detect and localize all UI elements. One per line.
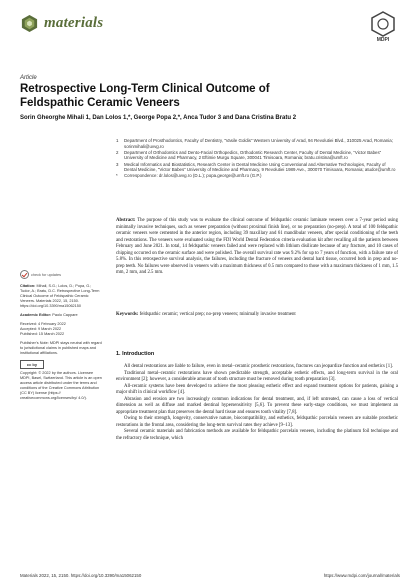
section-heading-introduction: 1. Introduction — [116, 351, 155, 357]
affiliation-mark: 3 — [116, 161, 119, 167]
affiliation-text: Department of Prosthodontics, Faculty of Dentistry, “Vasile Goldis” Western University of Arad, 94 Revolutiei Blvd., 310025 Arad, Romania; sorinmihali@uvvg.ro — [124, 138, 393, 149]
affiliation-item — [116, 162, 398, 173]
correspondence-text: Correspondence: dr.lolos@uvvg.ro (D.L.); popa.george@umft.ro (G.P.) — [124, 173, 262, 179]
affiliation-mark: 1 — [116, 138, 119, 143]
academic-editor-name: Paolo Cappare — [52, 313, 78, 317]
check-for-updates-badge[interactable] — [20, 270, 102, 279]
intro-paragraph: Several ceramic materials and fabrication methods are available for feldspathic porcelain veneers, including the platinum foil technique and the refractory die technique, which — [116, 429, 398, 442]
affiliation-text: Medical Informatics and Biostatistics, Research Center in Dental Medicine Using Conventional and Alternative Technologies, Faculty of Dental Medicine, “Victor Babes” University of Medicine and Pharmacy, 9 Revolutiei 1989 Ave., 300070 Timisoara, Romania; atudor@umft.ro — [124, 161, 396, 173]
article-title: Retrospective Long-Term Clinical Outcome of Feldspathic Ceramic Veneers — [20, 83, 270, 109]
abstract-label: Abstract: — [116, 218, 136, 223]
publisher-name: MDPI — [376, 37, 390, 43]
published-date: Published: 15 March 2022 — [20, 332, 65, 336]
dates-block — [20, 322, 102, 337]
citation-block — [20, 284, 102, 309]
affiliation-item — [116, 150, 398, 161]
abstract-text: The purpose of this study was to evaluate the clinical outcome of feldspathic ceramic laminate veneers over a 7-year period using minimally invasive techniques, such as veneer preparation (without proximal finish line), or no preparation (no-prep). A total of 100 feldspathic ceramic veneers were cemented in the anterior region, including 39 maxillary and 61 mandibular veneers, after special conditioning of the teeth and restorations. The veneers were evaluated using the FDI World Dental Federation criteria evaluation kit after recalling all the patients between February and June 2021. In total, 14 feldspathic veneers failed and were replaced with lithium disilicate because of any fracture, and 10 cases of chipping occurred on the ceramic surface and were polished. The overall survival rate was 9.2% for up to 7 years of function, with a failure rate of 5.8%. In this retrospective survival analysis, the failures, including the fracture of veneers and dental hard tissue, occurred both in prep and no-prep teeth. No failures were observed in veneers with a maximum thickness of 0.5 mm compared to those with a maximum thickness of 1 mm, 1.5 mm, 2 mm, and 2.5 mm. — [116, 218, 398, 276]
check-updates-icon — [20, 270, 29, 279]
copyright-text: Copyright: © 2022 by the authors. Licensee MDPI, Basel, Switzerland. This article is an open access article distributed under the terms and conditions of the Creative Commons Attribution (CC BY) license (https:// creativecommons.org/licenses/by/ 4.0/). — [20, 371, 102, 400]
citation-label: Citation: — [20, 284, 36, 288]
intro-paragraph: Traditional metal–ceramic restorations have shown predictable strength, acceptable esthetic effects, and long-term survival in the oral environment [2]; however, a considerable amount of tooth structure must be removed during tooth preparation [3]. — [116, 370, 398, 383]
footer-journal-link[interactable]: https://www.mdpi.com/journal/materials — [323, 573, 400, 578]
affiliations — [116, 138, 398, 180]
intro-paragraph: All dental restorations are liable to failure, even in metal–ceramic prosthetic restorations, fractures can jeopardize function and esthetics [1]. — [124, 364, 393, 369]
academic-editor-label: Academic Editor: — [20, 313, 52, 317]
intro-paragraph: All-ceramic systems have been developed to achieve the most pleasing esthetic effect and expand treatment options for patients, gaining a major shift in clinical workflow [4]. — [116, 383, 398, 396]
side-panel — [20, 270, 102, 405]
footer-citation[interactable]: Materials 2022, 15, 2150. https://doi.org/10.3390/ma15062150 — [20, 573, 142, 578]
journal-name: materials — [44, 15, 104, 31]
author-list: Sorin Gheorghe Mihali 1, Dan Lolos 1,*, George Popa 2,*, Anca Tudor 3 and Dana Cristina Bratu 2 — [20, 115, 297, 121]
abstract — [116, 218, 398, 277]
page-footer — [20, 573, 400, 578]
keywords — [116, 312, 398, 318]
affiliation-text: Department of Orthodontics and Dento-Facial Orthopedics, Orthodontic Research Center, Faculty of Dental Medicine, “Victor Babes” University of Medicine and Pharmacy, 2 Eftimie Murgu Square, 300041 Timisoara, Romania; bratu.cristina@umft.ro — [124, 149, 382, 161]
cc-by-license-icon[interactable]: cc by — [20, 360, 44, 369]
check-for-updates-label: check for updates — [31, 272, 61, 277]
keywords-text: feldspathic ceramic; vertical prep; no-prep veneers; minimally invasive treatment — [139, 312, 296, 317]
affiliation-item — [116, 138, 398, 149]
article-type: Article — [20, 75, 37, 81]
correspondence-item — [116, 173, 398, 179]
citation-text[interactable]: Mihali, S.G.; Lolos, D.; Popa, G.; Tudor, A.; Bratu, D.C. Retrospective Long-Term Clinical Outcome of Feldspathic Ceramic Veneers. Materials 2022, 15, 2150. https://doi.org/10.3390/ma15062150 — [20, 284, 100, 308]
publisher-note: Publisher’s Note: MDPI stays neutral with regard to jurisdictional claims in published maps and institutional affiliations. — [20, 341, 102, 355]
affiliation-mark: 2 — [116, 149, 119, 155]
mdpi-logo-icon[interactable] — [370, 11, 396, 37]
journal-logo[interactable] — [20, 14, 103, 33]
affiliation-mark: * — [116, 173, 118, 179]
received-date: Received: 4 February 2022 — [20, 322, 66, 326]
intro-paragraph: Owing to their strength, longevity, conservative nature, biocompatibility, and esthetics, feldspathic porcelain veneers are suitable prosthetic restorations in the frontal area, considering the long-term survival rates they achieve [9–13]. — [116, 416, 398, 428]
keywords-label: Keywords: — [116, 312, 139, 317]
accepted-date: Accepted: 9 March 2022 — [20, 327, 62, 331]
introduction-body — [116, 364, 398, 443]
intro-paragraph: Abrasion and erosion are two increasingly common indications for dental treatment, and, if left untreated, can cause a loss of vertical dimension as well as diffuse and marked dentinal hypersensitivity [5,6]. To prevent these early-stage conditions, we must implement an appropriate treatment plan that preserves the dental hard tissue and ensures tooth vitality [7,8]. — [116, 396, 398, 415]
academic-editor-block — [20, 313, 102, 318]
materials-logo-icon — [20, 14, 39, 33]
